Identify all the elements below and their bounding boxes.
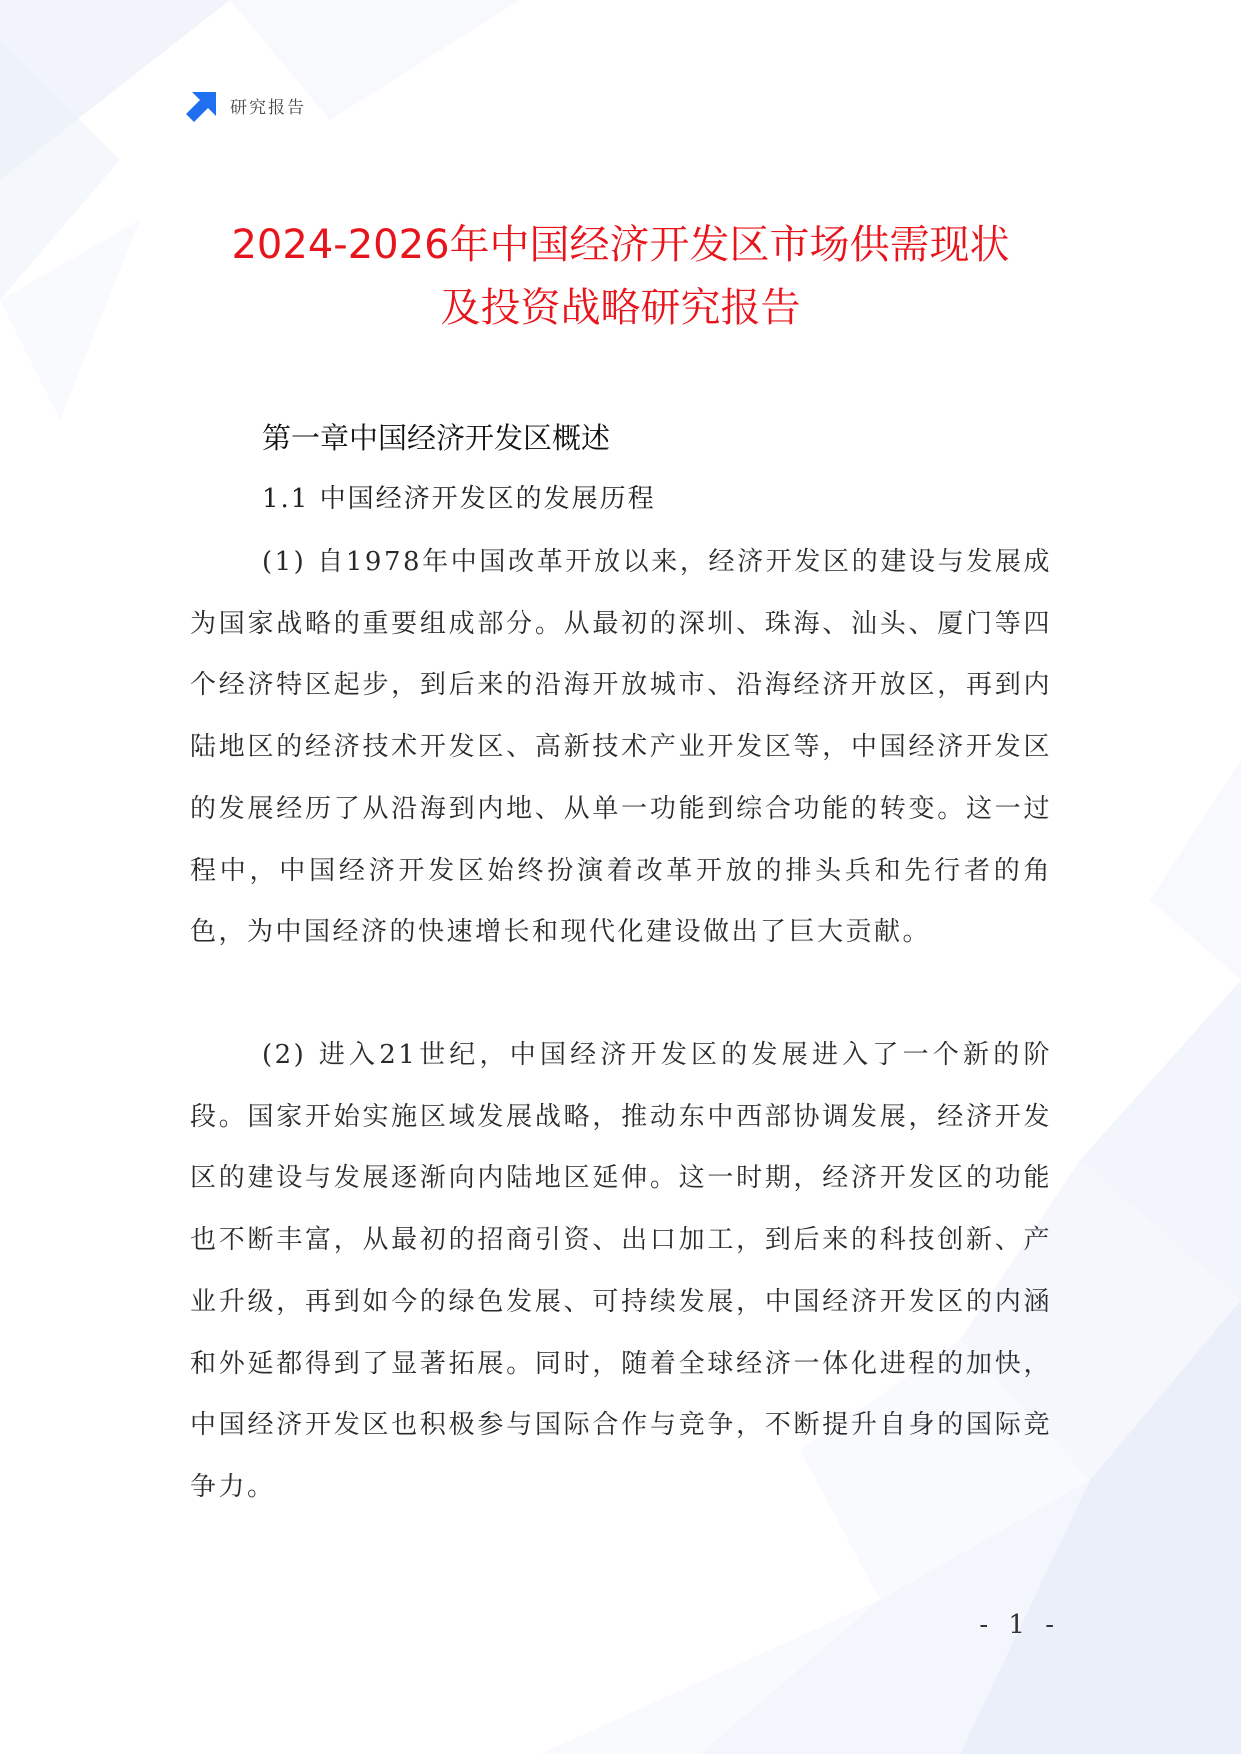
arrow-up-right-icon — [186, 88, 220, 122]
report-title-line-1: 2024-2026年中国经济开发区市场供需现状 — [231, 222, 1010, 268]
report-header — [186, 88, 306, 122]
body-paragraph-2: (2) 进入21世纪，中国经济开发区的发展进入了一个新的阶段。国家开始实施区域发展战略，推动东中西部协调发展，经济开发区的建设与发展逐渐向内陆地区延伸。这一时期，经济开发区的功能也不断丰富，从最初的招商引资、出口加工，到后来的科技创新、产业升级，再到如今的绿色发展、可持续发展，中国经济开发区的内涵和外延都得到了显著拓展。同时，随着全球经济一体化进程的加快，中国经济开发区也积极参与国际合作与竞争，不断提升自身的国际竞争力。 — [190, 1040, 1052, 1502]
chapter-heading: 第一章中国经济开发区概述 — [262, 421, 611, 455]
report-title-line-2: 及投资战略研究报告 — [440, 285, 801, 331]
body-paragraph-1: (1) 自1978年中国改革开放以来，经济开发区的建设与发展成为国家战略的重要组成部分。从最初的深圳、珠海、汕头、厦门等四个经济特区起步，到后来的沿海开放城市、沿海经济开放区，再到内陆地区的经济技术开发区、高新技术产业开发区等，中国经济开发区的发展经历了从沿海到内地、从单一功能到综合功能的转变。这一过程中，中国经济开发区始终扮演着改革开放的排头兵和先行者的角色，为中国经济的快速增长和现代化建设做出了巨大贡献。 — [190, 547, 1052, 948]
report-title — [150, 214, 1091, 340]
section-heading: 1.1 中国经济开发区的发展历程 — [262, 484, 656, 514]
page-number: - 1 - — [979, 1610, 1060, 1640]
header-label: 研究报告 — [230, 97, 306, 118]
